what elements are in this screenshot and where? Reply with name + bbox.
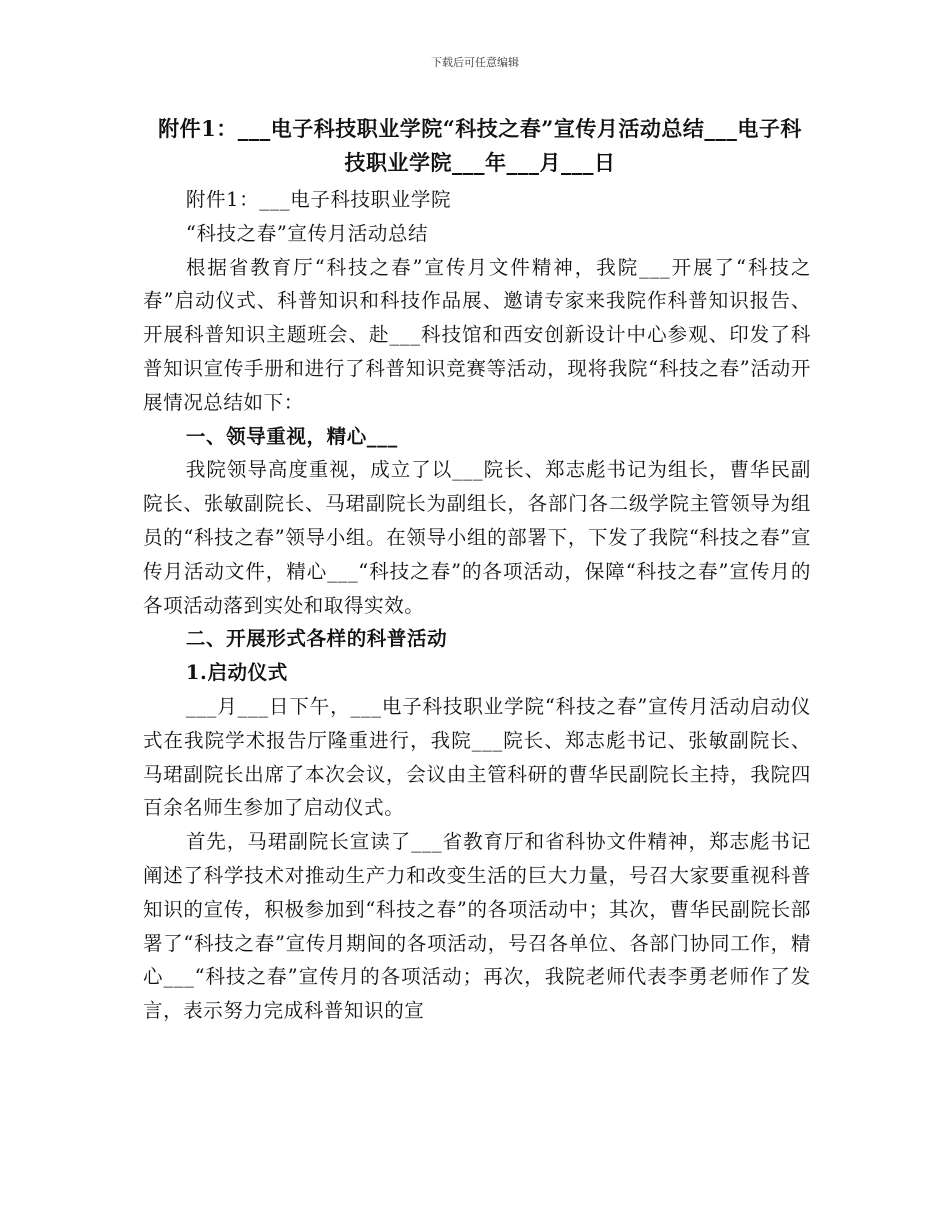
document-body bbox=[143, 183, 811, 1028]
section-heading: 一、领导重视，精心___ bbox=[185, 424, 398, 448]
paragraph: 我院领导高度重视，成立了以___院长、郑志彪书记为组长，曹华民副院长、张敏副院长、马珺副院长为副组长，各部门各二级学院主管领导为组员的“科技之春”领导小组。在领导小组的部署下，下发了我院“科技之春”宣传月活动文件，精心___“科技之春”的各项活动，保障“科技之春”宣传月的各项活动落到实处和取得实效。 bbox=[143, 458, 811, 617]
paragraph: 根据省教育厅“科技之春”宣传月文件精神，我院___开展了“科技之春”启动仪式、科普知识和科技作品展、邀请专家来我院作科普知识报告、开展科普知识主题班会、赴___科技馆和西安创新设计中心参观、印发了科普知识宣传手册和进行了科普知识竞赛等活动，现将我院“科技之春”活动开展情况总结如下： bbox=[143, 255, 811, 414]
page-header-note: 下载后可任意编辑 bbox=[431, 56, 519, 69]
document-title: 附件1：___电子科技职业学院“科技之春”宣传月活动总结___电子科技职业学院___年___月___日 bbox=[158, 116, 802, 175]
paragraph: “科技之春”宣传月活动总结 bbox=[185, 221, 429, 245]
section-heading: 二、开展形式各样的科普活动 bbox=[185, 627, 448, 651]
paragraph: 首先，马珺副院长宣读了___省教育厅和省科协文件精神，郑志彪书记阐述了科学技术对推动生产力和改变生活的巨大力量，号召大家要重视科普知识的宣传，积极参加到“科技之春”的各项活动中；其次，曹华民副院长部署了“科技之春”宣传月期间的各项活动，号召各单位、各部门协同工作，精心___“科技之春”宣传月的各项活动；再次，我院老师代表李勇老师作了发言，表示努力完成科普知识的宣 bbox=[143, 830, 811, 1023]
subsection-heading: 1.启动仪式 bbox=[185, 661, 288, 685]
paragraph: 附件1：___电子科技职业学院 bbox=[185, 188, 452, 211]
paragraph: ___月___日下午，___电子科技职业学院“科技之春”宣传月活动启动仪式在我院学术报告厅隆重进行，我院___院长、郑志彪书记、张敏副院长、马珺副院长出席了本次会议，会议由主管科研的曹华民副院长主持，我院四百余名师生参加了启动仪式。 bbox=[143, 694, 811, 820]
